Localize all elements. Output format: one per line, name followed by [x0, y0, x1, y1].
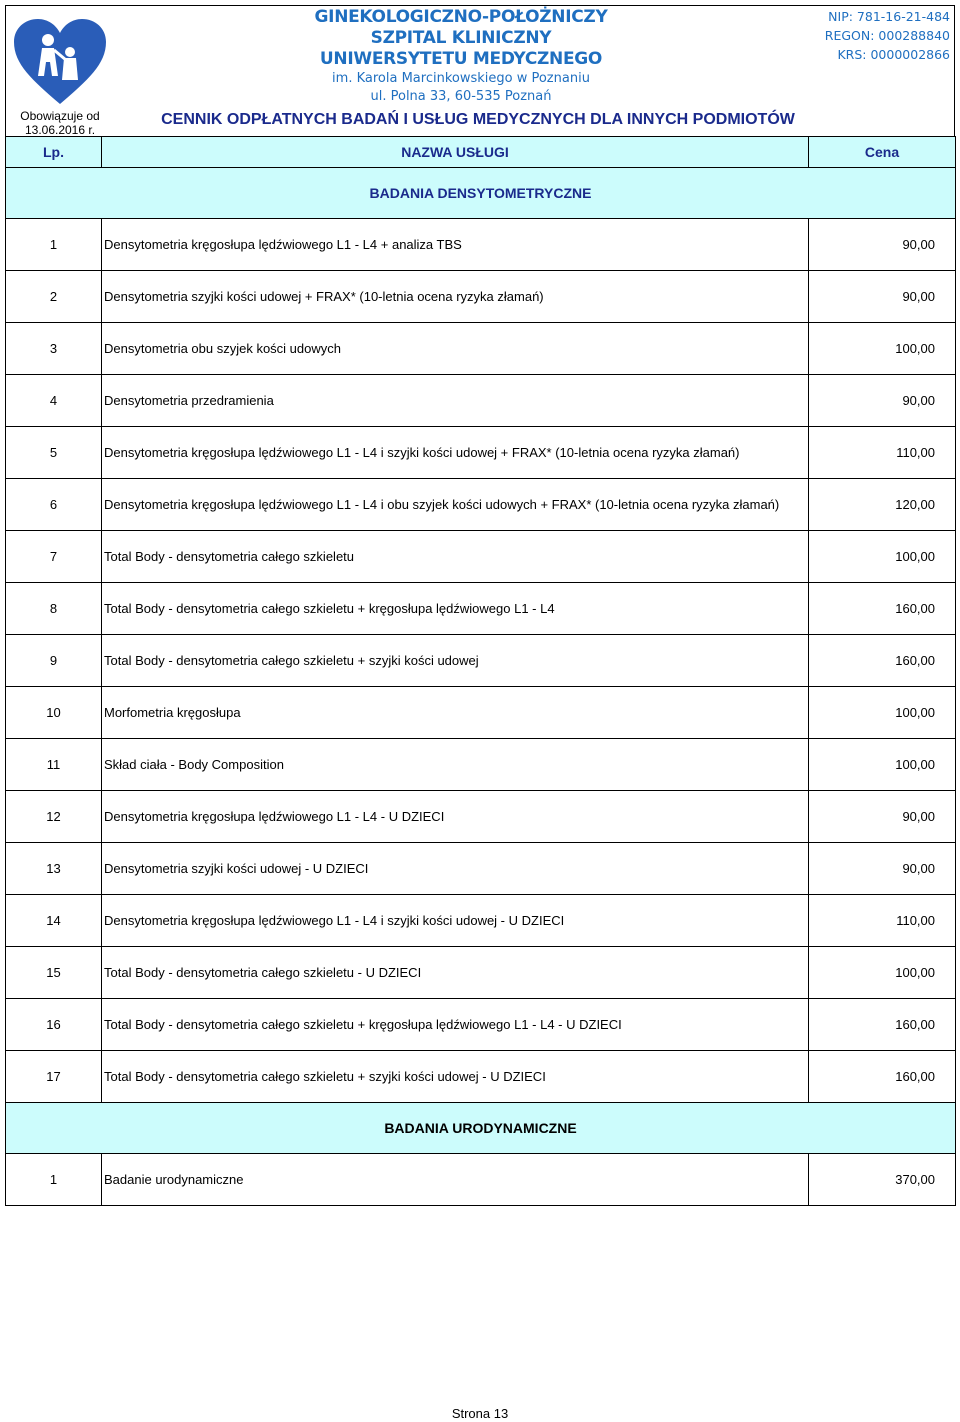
service-price: 160,00 — [809, 583, 956, 635]
service-name: Total Body - densytometria całego szkieletu - U DZIECI — [102, 947, 809, 999]
service-name: Morfometria kręgosłupa — [102, 687, 809, 739]
table-row — [6, 531, 956, 583]
service-name: Densytometria szyjki kości udowej - U DZIECI — [102, 843, 809, 895]
row-number: 8 — [6, 583, 102, 635]
valid-from-label: Obowiązuje od — [20, 109, 100, 123]
table-row — [6, 687, 956, 739]
row-number: 15 — [6, 947, 102, 999]
table-row — [6, 583, 956, 635]
table-row — [6, 999, 956, 1051]
nip-number: NIP: 781-16-21-484 — [828, 9, 950, 24]
service-price: 90,00 — [809, 219, 956, 271]
service-name: Densytometria szyjki kości udowej + FRAX* (10-letnia ocena ryzyka złamań) — [102, 271, 809, 323]
row-number: 12 — [6, 791, 102, 843]
column-header-price: Cena — [809, 137, 956, 168]
hospital-name — [226, 7, 696, 106]
table-row — [6, 271, 956, 323]
column-header-name: NAZWA USŁUGI — [102, 137, 809, 168]
column-header-lp: Lp. — [6, 137, 102, 168]
table-row — [6, 843, 956, 895]
service-price: 110,00 — [809, 427, 956, 479]
service-name: Total Body - densytometria całego szkieletu + kręgosłupa lędźwiowego L1 - L4 - U DZIECI — [102, 999, 809, 1051]
hospital-line-4: im. Karola Marcinkowskiego w Poznaniu — [332, 71, 590, 86]
table-row — [6, 635, 956, 687]
table-row — [6, 739, 956, 791]
table-row — [6, 219, 956, 271]
hospital-heart-logo-icon — [12, 18, 108, 106]
row-number: 3 — [6, 323, 102, 375]
table-row — [6, 375, 956, 427]
row-number: 9 — [6, 635, 102, 687]
table-row — [6, 323, 956, 375]
table-body — [6, 168, 956, 1206]
service-price: 160,00 — [809, 1051, 956, 1103]
price-table — [5, 136, 956, 1206]
hospital-line-1: GINEKOLOGICZNO-POŁOŻNICZY — [314, 7, 608, 27]
table-row — [6, 1051, 956, 1103]
row-number: 16 — [6, 999, 102, 1051]
service-price: 90,00 — [809, 271, 956, 323]
service-price: 110,00 — [809, 895, 956, 947]
service-name: Densytometria kręgosłupa lędźwiowego L1 - L4 - U DZIECI — [102, 791, 809, 843]
table-row — [6, 791, 956, 843]
service-name: Densytometria obu szyjek kości udowych — [102, 323, 809, 375]
row-number: 1 — [6, 219, 102, 271]
service-name: Densytometria kręgosłupa lędźwiowego L1 - L4 i obu szyjek kości udowych + FRAX* (10-letnia ocena ryzyka złamań) — [102, 479, 809, 531]
section-title: BADANIA DENSYTOMETRYCZNE — [6, 168, 956, 219]
row-number: 17 — [6, 1051, 102, 1103]
service-name: Total Body - densytometria całego szkieletu + szyjki kości udowej — [102, 635, 809, 687]
service-price: 100,00 — [809, 687, 956, 739]
row-number: 1 — [6, 1154, 102, 1206]
page-number: Strona 13 — [451, 1406, 509, 1421]
service-price: 160,00 — [809, 635, 956, 687]
row-number: 14 — [6, 895, 102, 947]
table-row — [6, 427, 956, 479]
service-price: 120,00 — [809, 479, 956, 531]
table-row — [6, 947, 956, 999]
registry-ids — [825, 7, 950, 64]
service-name: Badanie urodynamiczne — [102, 1154, 809, 1206]
service-price: 90,00 — [809, 843, 956, 895]
row-number: 13 — [6, 843, 102, 895]
service-price: 100,00 — [809, 323, 956, 375]
service-name: Densytometria kręgosłupa lędźwiowego L1 - L4 i szyjki kości udowej - U DZIECI — [102, 895, 809, 947]
service-price: 90,00 — [809, 375, 956, 427]
regon-number: REGON: 000288840 — [824, 28, 950, 43]
row-number: 6 — [6, 479, 102, 531]
service-price: 100,00 — [809, 739, 956, 791]
row-number: 5 — [6, 427, 102, 479]
table-row — [6, 479, 956, 531]
document-header — [5, 5, 955, 136]
service-price: 100,00 — [809, 947, 956, 999]
section-header-row — [6, 1103, 956, 1154]
page-title: CENNIK ODPŁATNYCH BADAŃ I USŁUG MEDYCZNYCH DLA INNYCH PODMIOTÓW — [161, 111, 795, 128]
row-number: 4 — [6, 375, 102, 427]
valid-from-date: 13.06.2016 r. — [24, 123, 96, 137]
service-name: Total Body - densytometria całego szkieletu + szyjki kości udowej - U DZIECI — [102, 1051, 809, 1103]
row-number: 7 — [6, 531, 102, 583]
row-number: 11 — [6, 739, 102, 791]
section-header-row — [6, 168, 956, 219]
section-title: BADANIA URODYNAMICZNE — [6, 1103, 956, 1154]
valid-from — [10, 109, 110, 137]
krs-number: KRS: 0000002866 — [837, 47, 950, 62]
service-name: Densytometria przedramienia — [102, 375, 809, 427]
service-price: 90,00 — [809, 791, 956, 843]
service-price: 160,00 — [809, 999, 956, 1051]
service-name: Densytometria kręgosłupa lędźwiowego L1 - L4 i szyjki kości udowej + FRAX* (10-letnia ocena ryzyka złamań) — [102, 427, 809, 479]
row-number: 10 — [6, 687, 102, 739]
hospital-line-2: SZPITAL KLINICZNY — [370, 28, 552, 48]
table-header-row — [6, 137, 956, 168]
row-number: 2 — [6, 271, 102, 323]
service-name: Densytometria kręgosłupa lędźwiowego L1 - L4 + analiza TBS — [102, 219, 809, 271]
service-price: 100,00 — [809, 531, 956, 583]
price-list-page — [5, 5, 955, 1206]
hospital-line-3: UNIWERSYTETU MEDYCZNEGO — [319, 49, 603, 69]
service-name: Total Body - densytometria całego szkieletu — [102, 531, 809, 583]
table-row — [6, 1154, 956, 1206]
hospital-address: ul. Polna 33, 60-535 Poznań — [370, 89, 552, 104]
service-name: Skład ciała - Body Composition — [102, 739, 809, 791]
table-row — [6, 895, 956, 947]
service-price: 370,00 — [809, 1154, 956, 1206]
service-name: Total Body - densytometria całego szkieletu + kręgosłupa lędźwiowego L1 - L4 — [102, 583, 809, 635]
